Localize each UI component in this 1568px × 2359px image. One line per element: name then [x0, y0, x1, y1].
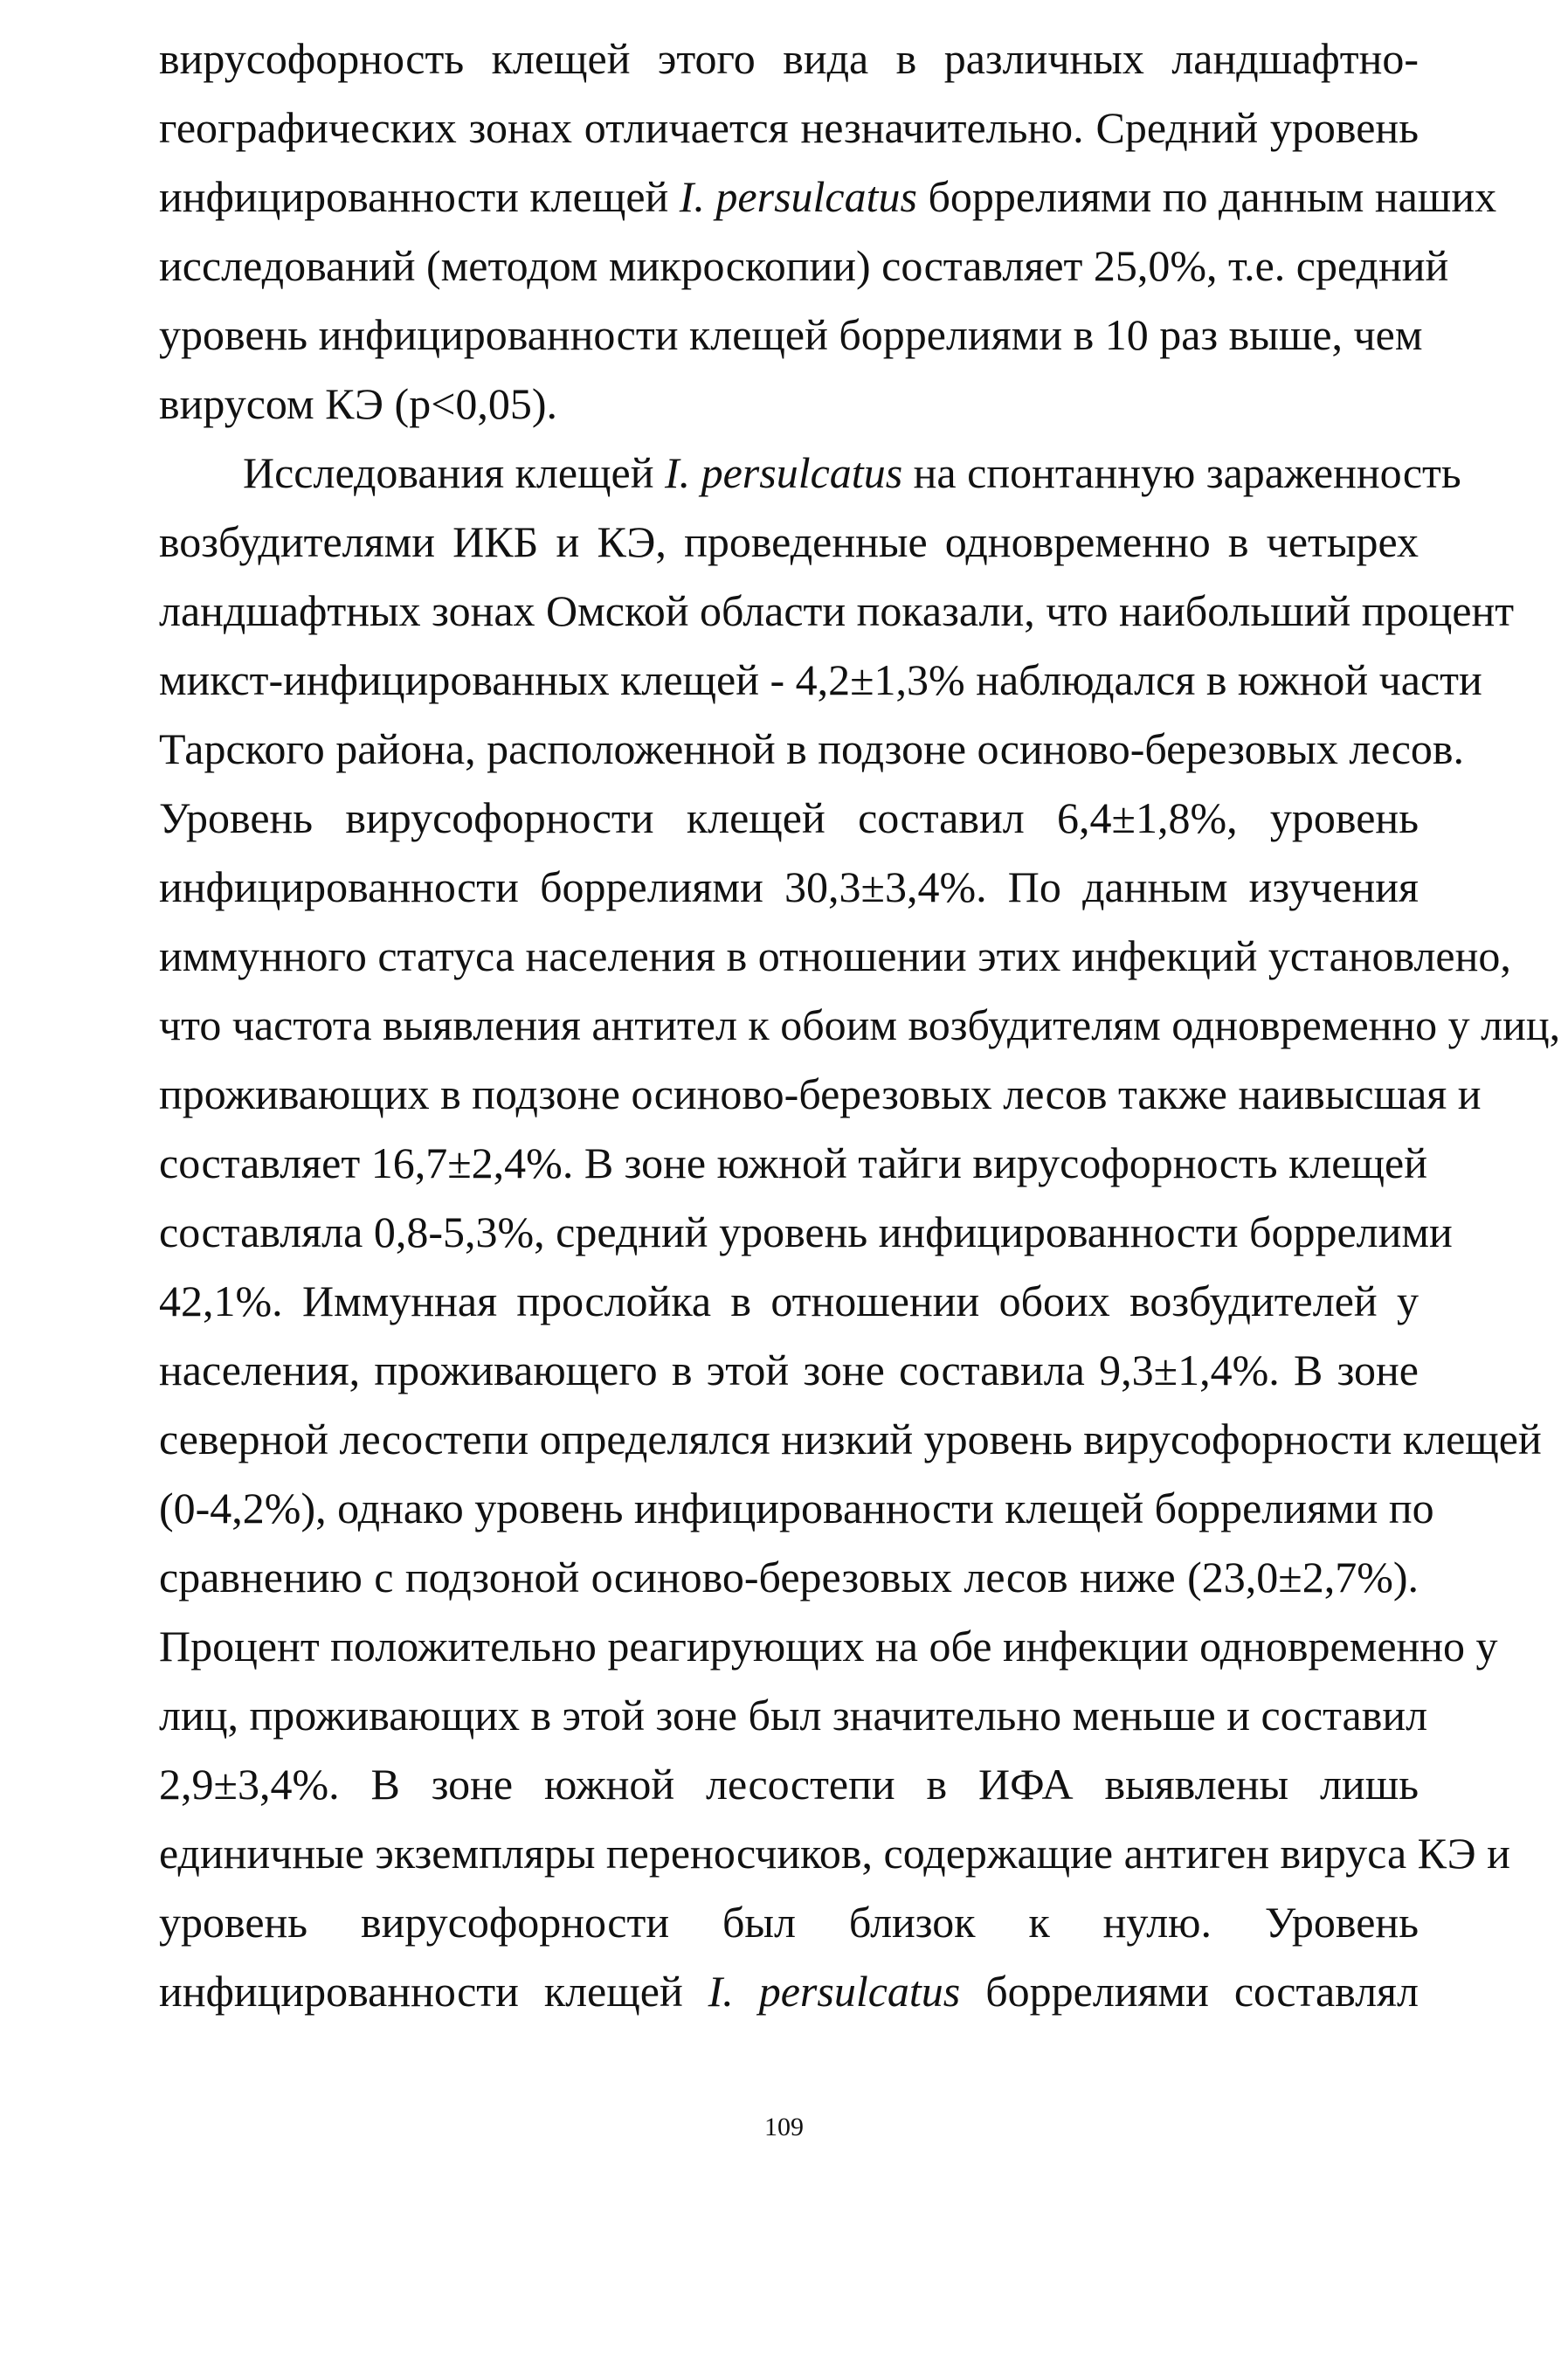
text-line	[159, 1543, 1419, 1612]
text-line	[159, 93, 1419, 163]
text-segment: составляет 16,7±2,4%. В зоне южной тайги вирусофорность клещей	[159, 1138, 1427, 1187]
text-line	[159, 439, 1461, 508]
text-line	[159, 1198, 1453, 1267]
text-line	[159, 232, 1449, 301]
text-line	[159, 1060, 1482, 1129]
text-line	[159, 1750, 1419, 1819]
text-segment: 2,9±3,4%. В зоне южной лесостепи в ИФА выявлены лишь	[159, 1760, 1419, 1809]
text-segment: вирусом КЭ (р<0,05).	[159, 379, 558, 428]
text-line	[159, 1888, 1419, 1957]
species-name-italic: I. persulcatus	[679, 172, 917, 221]
text-segment: на спонтанную зараженность	[902, 448, 1461, 497]
text-segment: (0-4,2%), однако уровень инфицированности клещей боррелиями по	[159, 1484, 1434, 1532]
text-segment: Процент положительно реагирующих на обе инфекции одновременно у	[159, 1622, 1498, 1671]
text-segment: инфицированности клещей	[159, 172, 680, 221]
text-line	[159, 1612, 1498, 1681]
text-line	[159, 1819, 1510, 1888]
text-line	[159, 24, 1419, 93]
text-line	[159, 1474, 1434, 1543]
text-line	[159, 1405, 1542, 1474]
text-segment: иммунного статуса населения в отношении этих инфекций установлено,	[159, 931, 1511, 980]
text-segment: боррелиями по данным наших	[916, 172, 1497, 221]
text-segment: что частота выявления антител к обоим возбудителям одновременно у лиц,	[159, 1000, 1561, 1049]
text-segment: единичные экземпляры переносчиков, содержащие антиген вируса КЭ и	[159, 1829, 1510, 1878]
text-line	[159, 370, 1419, 439]
text-line	[159, 508, 1419, 577]
text-segment: инфицированности боррелиями 30,3±3,4%. По данным изучения	[159, 862, 1419, 911]
species-name-italic: I. persulcatus	[664, 448, 903, 497]
text-segment: северной лесостепи определялся низкий уровень вирусофорности клещей	[159, 1415, 1542, 1463]
text-line	[159, 715, 1465, 784]
text-line	[159, 1336, 1419, 1405]
text-line	[159, 1129, 1427, 1198]
text-segment: географических зонах отличается незначительно. Средний уровень	[159, 103, 1419, 152]
text-segment: лиц, проживающих в этой зоне был значительно меньше и составил	[159, 1691, 1428, 1740]
text-line	[159, 577, 1515, 646]
text-segment: микст-инфицированных клещей - 4,2±1,3% наблюдался в южной части	[159, 655, 1482, 704]
species-name-italic: I. persulcatus	[708, 1967, 961, 2016]
text-line	[159, 922, 1511, 991]
text-line	[159, 1681, 1428, 1750]
text-segment: возбудителями ИКБ и КЭ, проведенные одновременно в четырех	[159, 517, 1419, 566]
text-segment: населения, проживающего в этой зоне составила 9,3±1,4%. В зоне	[159, 1346, 1419, 1394]
text-line	[159, 1267, 1419, 1336]
text-segment: сравнению с подзоной осиново-березовых лесов ниже (23,0±2,7%).	[159, 1553, 1419, 1601]
text-line	[159, 646, 1482, 715]
text-segment: боррелиями составлял	[960, 1967, 1419, 2016]
text-segment: уровень инфицированности клещей боррелиями в 10 раз выше, чем	[159, 310, 1423, 359]
text-segment: вирусофорность клещей этого вида в различных ландшафтно-	[159, 34, 1419, 83]
text-line	[159, 301, 1423, 370]
text-segment: составляла 0,8-5,3%, средний уровень инфицированности боррелими	[159, 1207, 1453, 1256]
text-segment: инфицированности клещей	[159, 1967, 708, 2016]
text-line	[159, 991, 1561, 1060]
text-segment: Тарского района, расположенной в подзоне осиново-березовых лесов.	[159, 724, 1465, 773]
text-segment: исследований (методом микроскопии) составляет 25,0%, т.е. средний	[159, 241, 1449, 290]
text-segment: проживающих в подзоне осиново-березовых лесов также наивысшая и	[159, 1069, 1482, 1118]
text-line	[159, 853, 1419, 922]
text-segment: Исследования клещей	[243, 448, 665, 497]
text-segment: Уровень вирусофорности клещей составил 6,4±1,8%, уровень	[159, 793, 1419, 842]
text-segment: 42,1%. Иммунная прослойка в отношении обоих возбудителей у	[159, 1276, 1419, 1325]
body-text	[159, 24, 1561, 2026]
text-segment: ландшафтных зонах Омской области показали, что наибольший процент	[159, 586, 1515, 635]
text-line	[159, 163, 1497, 232]
text-line	[159, 784, 1419, 853]
page-number: 109	[764, 2113, 804, 2141]
text-segment: уровень вирусофорности был близок к нулю. Уровень	[159, 1898, 1419, 1947]
text-line	[159, 1957, 1419, 2026]
